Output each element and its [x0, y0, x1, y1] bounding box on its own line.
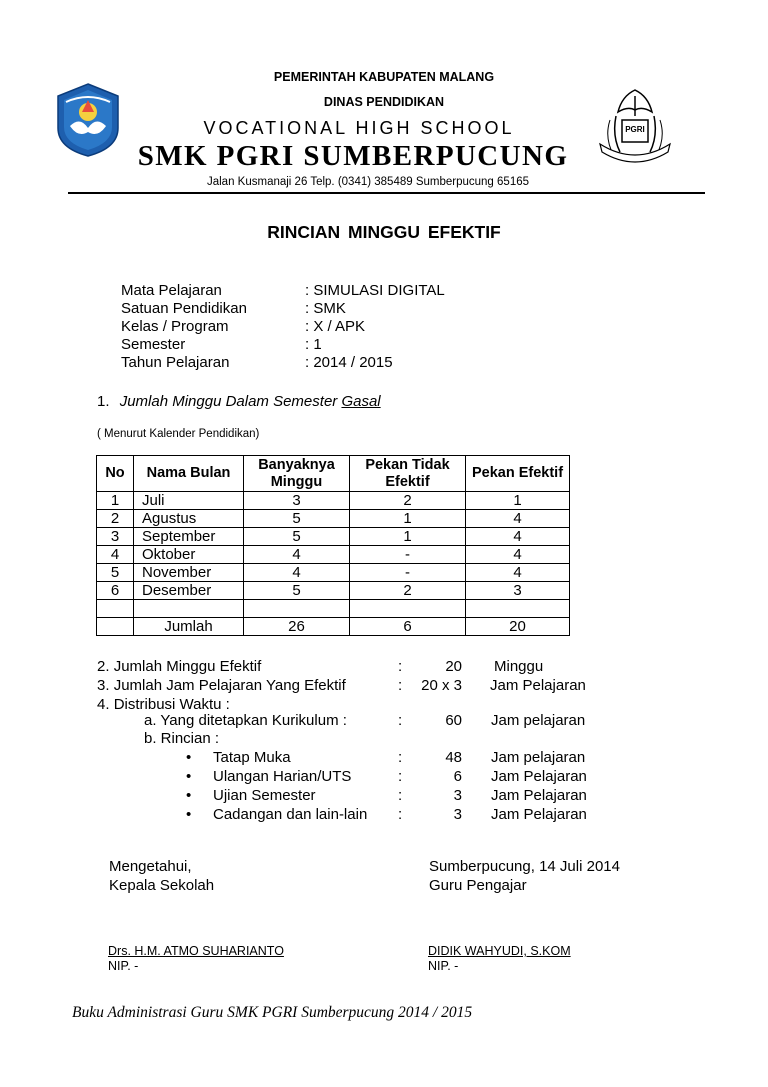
cell-bulan: Desember [134, 582, 244, 600]
table-row [97, 492, 570, 510]
cell-efektif: 4 [466, 528, 570, 546]
signature-right-line2: Guru Pengajar [429, 877, 527, 894]
total-label: Jumlah [134, 618, 244, 636]
info-label: Mata Pelajaran [121, 282, 222, 299]
pgri-logo-text: PGRI [625, 125, 645, 134]
rincian-label: Tatap Muka [213, 749, 291, 766]
summary-value: 20 x 3 [421, 677, 462, 694]
total-tidak-efektif: 6 [350, 618, 466, 636]
total-minggu: 26 [244, 618, 350, 636]
section-1-semester: Gasal [341, 393, 381, 410]
section-1-note: ( Menurut Kalender Pendidikan) [97, 428, 260, 440]
rincian-label: Cadangan dan lain-lain [213, 806, 368, 823]
table-header-row [97, 456, 570, 492]
summary-label: Jumlah Jam Pelajaran Yang Efektif [113, 677, 346, 694]
header-divider [68, 192, 705, 194]
rincian-label: Ujian Semester [213, 787, 316, 804]
summary-colon: : [398, 658, 403, 675]
info-label: Kelas / Program [121, 318, 229, 335]
table-row [97, 510, 570, 528]
rincian-colon: : [398, 768, 403, 785]
info-values [305, 282, 445, 372]
signature-left-line1: Mengetahui, [109, 858, 192, 875]
rincian-value: 3 [453, 787, 462, 804]
cell-minggu: 5 [244, 510, 350, 528]
page-footer: Buku Administrasi Guru SMK PGRI Sumberpucung 2014 / 2015 [72, 1004, 473, 1021]
signature-right-name: DIDIK WAHYUDI, S.KOM [428, 944, 571, 958]
table-total-row [97, 618, 570, 636]
summary-unit: Minggu [494, 658, 544, 675]
table-row [97, 546, 570, 564]
rincian-value: 48 [445, 749, 462, 766]
cell-no: 4 [97, 546, 134, 564]
info-value: : X / APK [305, 318, 366, 335]
cell-tidak-efektif: - [350, 546, 466, 564]
bullet-icon: • [186, 749, 192, 766]
info-value: : 1 [305, 336, 322, 353]
header-line-2: DINAS PENDIDIKAN [323, 95, 445, 109]
distribusi-a-label: a. Yang ditetapkan Kurikulum : [144, 712, 347, 729]
rincian-colon: : [398, 749, 403, 766]
summary-unit: Jam Pelajaran [490, 677, 586, 694]
cell-minggu: 5 [244, 582, 350, 600]
info-label: Tahun Pelajaran [121, 354, 230, 371]
cell-no: 5 [97, 564, 134, 582]
bullet-icon: • [186, 806, 192, 823]
cell-bulan: Oktober [134, 546, 244, 564]
cell-efektif: 4 [466, 564, 570, 582]
cell-no: 6 [97, 582, 134, 600]
distribusi-a-colon: : [398, 712, 403, 729]
col-header-no: No [97, 456, 134, 492]
rincian-unit: Jam Pelajaran [491, 806, 587, 823]
section-1-text: Jumlah Minggu Dalam Semester [119, 393, 338, 410]
signature-left-nip: NIP. - [108, 959, 139, 973]
rincian-unit: Jam Pelajaran [491, 787, 587, 804]
rincian-colon: : [398, 787, 403, 804]
table-row [97, 528, 570, 546]
summary-label: Jumlah Minggu Efektif [113, 658, 262, 675]
cell-bulan: September [134, 528, 244, 546]
summary-row-3 [97, 676, 346, 695]
cell-minggu: 5 [244, 528, 350, 546]
cell-minggu: 3 [244, 492, 350, 510]
cell-tidak-efektif: 2 [350, 582, 466, 600]
cell-tidak-efektif: 1 [350, 528, 466, 546]
signature-right-line1: Sumberpucung, 14 Juli 2014 [429, 858, 620, 875]
section-1-number: 1. [97, 393, 110, 410]
school-name: SMK PGRI SUMBERPUCUNG [137, 140, 569, 172]
rincian-unit: Jam pelajaran [491, 749, 586, 766]
cell-efektif: 3 [466, 582, 570, 600]
col-header-banyaknya-minggu: Banyaknya Minggu [244, 456, 350, 492]
summary-label: Distribusi Waktu : [113, 696, 230, 713]
cell-tidak-efektif: 2 [350, 492, 466, 510]
distribusi-a-unit: Jam pelajaran [491, 712, 586, 729]
cell-tidak-efektif: - [350, 564, 466, 582]
cell-no: 2 [97, 510, 134, 528]
summary-num: 4. [97, 696, 110, 713]
cell-efektif: 1 [466, 492, 570, 510]
page-title: RINCIAN MINGGU EFEKTIF [267, 222, 501, 242]
cell-efektif: 4 [466, 510, 570, 528]
cell-no: 3 [97, 528, 134, 546]
header-line-3: VOCATIONAL HIGH SCHOOL [203, 118, 515, 138]
cell-minggu: 4 [244, 564, 350, 582]
rincian-value: 6 [453, 768, 462, 785]
table-row [97, 564, 570, 582]
rincian-colon: : [398, 806, 403, 823]
rincian-label: Ulangan Harian/UTS [213, 768, 352, 785]
summary-colon: : [398, 677, 403, 694]
info-value: : SMK [305, 300, 346, 317]
total-efektif: 20 [466, 618, 570, 636]
info-label: Satuan Pendidikan [121, 300, 247, 317]
signature-left-name: Drs. H.M. ATMO SUHARIANTO [108, 944, 284, 958]
signature-right-nip: NIP. - [428, 959, 459, 973]
cell-efektif: 4 [466, 546, 570, 564]
info-value: : SIMULASI DIGITAL [305, 282, 445, 299]
info-label: Semester [121, 336, 186, 353]
bullet-icon: • [186, 768, 192, 785]
cell-no: 1 [97, 492, 134, 510]
section-1-heading [97, 393, 381, 410]
cell-bulan: Agustus [134, 510, 244, 528]
cell-bulan: Juli [134, 492, 244, 510]
info-value: : 2014 / 2015 [305, 354, 393, 371]
signature-left-line2: Kepala Sekolah [109, 877, 215, 894]
cell-minggu: 4 [244, 546, 350, 564]
col-header-pekan-efektif: Pekan Efektif [466, 456, 570, 492]
col-header-pekan-tidak-efektif: Pekan Tidak Efektif [350, 456, 466, 492]
distribusi-b-label: b. Rincian : [144, 730, 220, 747]
summary-num: 3. [97, 677, 110, 694]
rincian-unit: Jam Pelajaran [491, 768, 587, 785]
summary-row-2 [97, 657, 261, 676]
col-header-nama-bulan: Nama Bulan [134, 456, 244, 492]
bullet-icon: • [186, 787, 192, 804]
cell-tidak-efektif: 1 [350, 510, 466, 528]
cell-bulan: November [134, 564, 244, 582]
school-address: Jalan Kusmanaji 26 Telp. (0341) 385489 Sumberpucung 65165 [206, 176, 530, 188]
minggu-efektif-table [96, 455, 570, 636]
distribusi-a-value: 60 [445, 712, 462, 729]
info-labels [121, 282, 247, 372]
header-line-1: PEMERINTAH KABUPATEN MALANG [273, 70, 495, 84]
rincian-value: 3 [453, 806, 462, 823]
summary-value: 20 [445, 658, 462, 675]
table-row [97, 582, 570, 600]
summary-num: 2. [97, 658, 110, 675]
table-empty-row [97, 600, 570, 618]
